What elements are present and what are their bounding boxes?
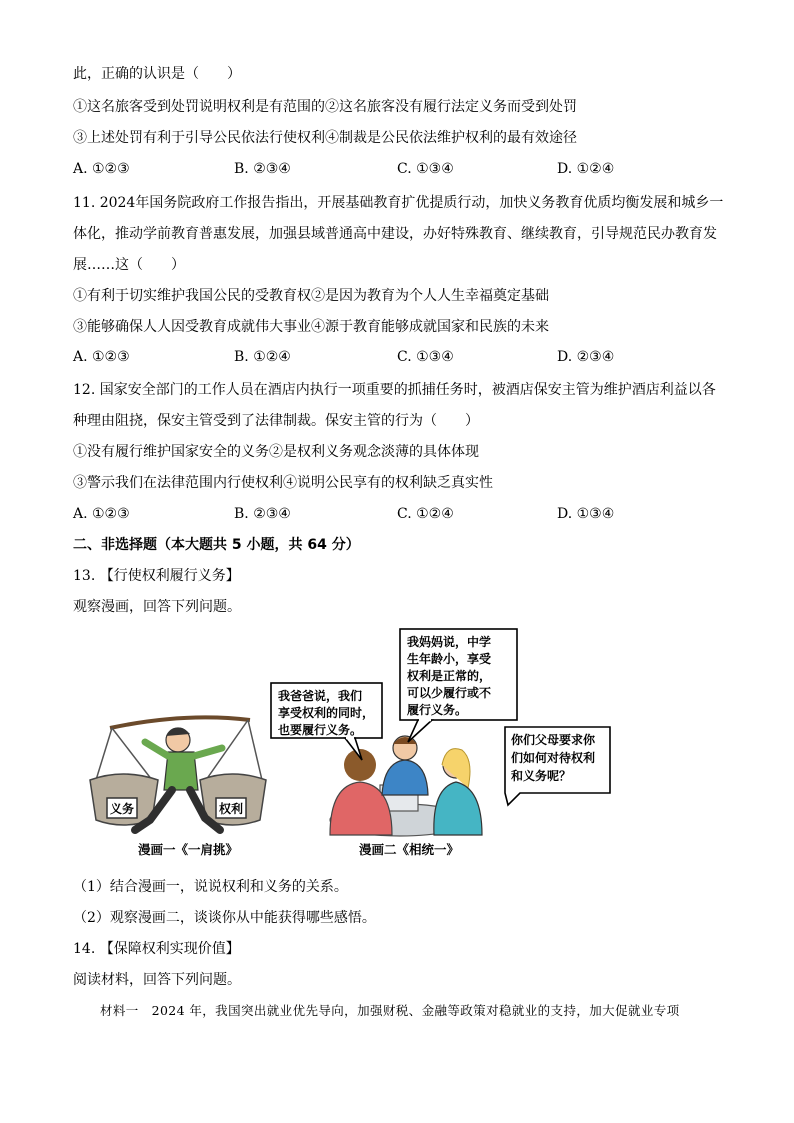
bubble-dad-line-1: 我爸爸说，我们 <box>278 689 363 703</box>
bubble-question-line-2: 们如何对待权利 <box>511 751 596 765</box>
bubble-mom-line-1: 我妈妈说，中学 <box>407 635 492 649</box>
cartoon-two-scene <box>330 736 482 836</box>
q11-option-c: C. ①③④ <box>397 349 454 365</box>
bubble-mom-line-2: 生年龄小，享受 <box>407 652 492 666</box>
question-13-sub-2: （2）观察漫画二，谈谈你从中能获得哪些感悟。 <box>73 910 376 926</box>
question-13-sub-1: （1）结合漫画一，说说权利和义务的关系。 <box>73 879 348 895</box>
section-2-heading: 二、非选择题（本大题共 5 小题，共 64 分） <box>73 537 360 553</box>
material-one-text: 材料一 2024 年，我国突出就业优先导向，加强财税、金融等政策对稳就业的支持，加大促就业专项 <box>100 1003 680 1018</box>
bubble-mom-line-3: 权利是正常的， <box>407 669 492 683</box>
q11-option-d: D. ②③④ <box>557 349 615 365</box>
cartoon-illustration <box>0 620 794 865</box>
bubble-mom-line-5: 履行义务。 <box>407 703 468 717</box>
q12-option-c: C. ①②④ <box>397 506 454 522</box>
question-12-statements-3-4: ③警示我们在法律范围内行使权利④说明公民享有的权利缺乏真实性 <box>73 475 493 491</box>
q10-option-b: B. ②③④ <box>234 161 291 177</box>
question-10-statements-3-4: ③上述处罚有利于引导公民依法行使权利④制裁是公民依法维护权利的最有效途径 <box>73 130 577 146</box>
cartoon-two-caption: 漫画二《相统一》 <box>358 842 460 857</box>
question-11-stem-line-2: 体化，推动学前教育普惠发展，加强县域普通高中建设，办好特殊教育、继续教育，引导规范民办教育发 <box>73 226 717 242</box>
q12-option-b: B. ②③④ <box>234 506 291 522</box>
question-14-instruction: 阅读材料，回答下列问题。 <box>73 972 241 988</box>
question-10-stem-end: 此，正确的认识是（ ） <box>73 66 241 82</box>
question-10-statements-1-2: ①这名旅客受到处罚说明权利是有范围的②这名旅客没有履行法定义务而受到处罚 <box>73 99 577 115</box>
q12-option-a: A. ①②③ <box>73 506 130 522</box>
question-14-title: 14. 【保障权利实现价值】 <box>73 941 240 957</box>
q11-option-a: A. ①②③ <box>73 349 130 365</box>
q11-option-b: B. ①②④ <box>234 349 291 365</box>
q10-option-d: D. ①②④ <box>557 161 615 177</box>
bubble-question-line-3: 和义务呢？ <box>511 769 572 783</box>
question-11-stem-line-3: 展……这（ ） <box>73 257 185 273</box>
cartoon-one-caption: 漫画一《一肩挑》 <box>137 842 239 857</box>
basket-label-duty: 义务 <box>109 802 135 816</box>
basket-label-right: 权利 <box>218 802 244 816</box>
q10-option-c: C. ①③④ <box>397 161 454 177</box>
bubble-mom-line-4: 可以少履行或不 <box>407 686 492 700</box>
bubble-dad-line-3: 也要履行义务。 <box>278 723 363 737</box>
q10-option-a: A. ①②③ <box>73 161 130 177</box>
question-11-statements-1-2: ①有利于切实维护我国公民的受教育权②是因为教育为个人人生幸福奠定基础 <box>73 288 549 304</box>
question-11-statements-3-4: ③能够确保人人因受教育成就伟大事业④源于教育能够成就国家和民族的未来 <box>73 319 549 335</box>
question-13-instruction: 观察漫画，回答下列问题。 <box>73 599 241 615</box>
bubble-question-line-1: 你们父母要求你 <box>511 733 596 747</box>
question-12-stem-line-2: 种理由阻挠，保安主管受到了法律制裁。保安主管的行为（ ） <box>73 413 479 429</box>
question-12-stem-line-1: 12. 国家安全部门的工作人员在酒店内执行一项重要的抓捕任务时，被酒店保安主管为维护酒店利益以各 <box>73 382 716 398</box>
question-12-statements-1-2: ①没有履行维护国家安全的义务②是权利义务观念淡薄的具体体现 <box>73 444 479 460</box>
question-13-title: 13. 【行使权利履行义务】 <box>73 568 240 584</box>
question-11-stem-line-1: 11. 2024年国务院政府工作报告指出，开展基础教育扩优提质行动，加快义务教育优质均衡发展和城乡一 <box>73 195 724 211</box>
bubble-dad-line-2: 享受权利的同时， <box>278 706 375 720</box>
q12-option-d: D. ①③④ <box>557 506 615 522</box>
